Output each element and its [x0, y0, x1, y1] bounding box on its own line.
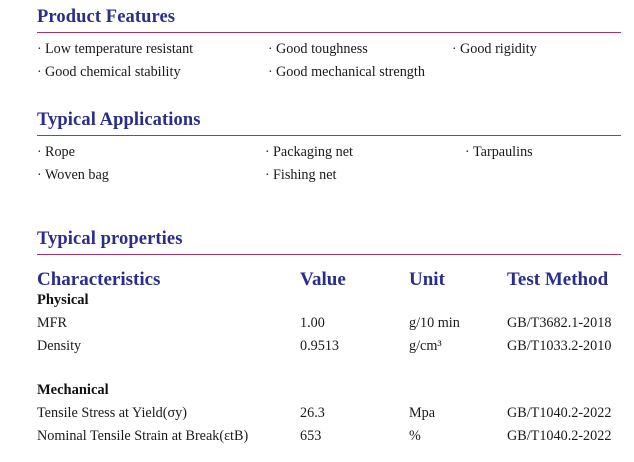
- feature-item: · Good toughness: [268, 41, 368, 57]
- bullet-icon: ·: [37, 42, 42, 57]
- bullet-icon: ·: [37, 168, 42, 183]
- characteristic-cell: Nominal Tensile Strain at Break(εtB): [37, 428, 249, 444]
- test-method-cell: GB/T3682.1-2018: [507, 315, 612, 331]
- characteristic-cell: Density: [37, 338, 82, 354]
- characteristic-cell: Tensile Stress at Yield(σy): [37, 405, 187, 421]
- product-features-heading: Product Features: [37, 7, 176, 27]
- application-item: · Woven bag: [37, 167, 109, 183]
- typical-applications-heading: Typical Applications: [37, 110, 201, 130]
- typical-properties-heading: Typical properties: [37, 229, 183, 249]
- bullet-icon: ·: [268, 42, 273, 57]
- typical-properties-divider: [37, 254, 621, 255]
- bullet-icon: ·: [37, 145, 42, 160]
- unit-cell: Mpa: [409, 405, 436, 421]
- group-title-mechanical: Mechanical: [37, 382, 109, 398]
- value-cell: 653: [300, 428, 322, 444]
- feature-item: · Low temperature resistant: [37, 41, 194, 57]
- feature-item: · Good rigidity: [452, 41, 537, 57]
- unit-cell: g/cm³: [409, 338, 442, 354]
- application-item: · Packaging net: [265, 144, 353, 160]
- header-test-method: Test Method: [507, 269, 609, 290]
- feature-item: · Good chemical stability: [37, 64, 181, 80]
- header-characteristics: Characteristics: [37, 269, 161, 290]
- bullet-icon: ·: [265, 145, 270, 160]
- typical-applications-divider: [37, 135, 621, 136]
- test-method-cell: GB/T1033.2-2010: [507, 338, 612, 354]
- unit-cell: g/10 min: [409, 315, 460, 331]
- header-value: Value: [300, 269, 346, 290]
- value-cell: 26.3: [300, 405, 325, 421]
- value-cell: 1.00: [300, 315, 325, 331]
- feature-item: · Good mechanical strength: [268, 64, 425, 80]
- header-unit: Unit: [409, 269, 445, 290]
- bullet-icon: ·: [465, 145, 470, 160]
- bullet-icon: ·: [268, 65, 273, 80]
- application-item: · Fishing net: [265, 167, 337, 183]
- group-title-physical: Physical: [37, 292, 89, 308]
- application-item: · Rope: [37, 144, 75, 160]
- value-cell: 0.9513: [300, 338, 340, 354]
- test-method-cell: GB/T1040.2-2022: [507, 428, 612, 444]
- unit-cell: %: [409, 428, 421, 444]
- bullet-icon: ·: [265, 168, 270, 183]
- product-features-divider: [37, 32, 621, 33]
- application-item: · Tarpaulins: [465, 144, 533, 160]
- bullet-icon: ·: [452, 42, 457, 57]
- characteristic-cell: MFR: [37, 315, 67, 331]
- bullet-icon: ·: [37, 65, 42, 80]
- test-method-cell: GB/T1040.2-2022: [507, 405, 612, 421]
